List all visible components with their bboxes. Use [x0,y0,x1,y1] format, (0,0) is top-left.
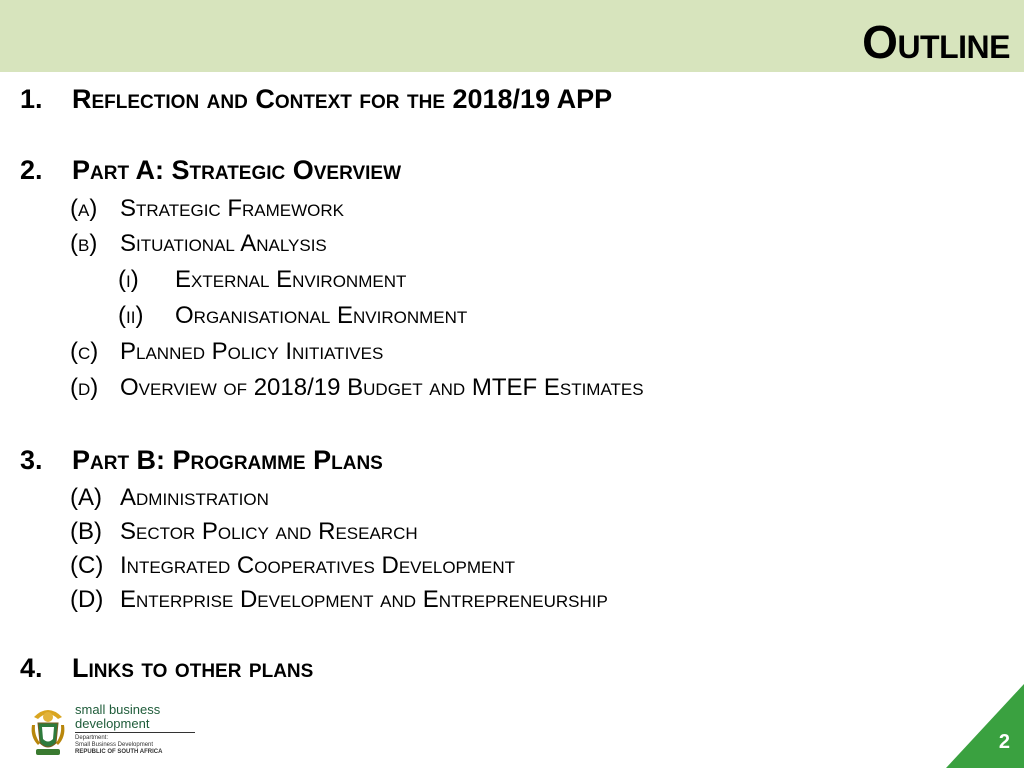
item-label: (b) [70,230,98,257]
item-text: Integrated Cooperatives Development [120,552,516,579]
item-label: (d) [70,374,99,401]
item-label: (B) [70,518,102,545]
page-number: 2 [998,731,1010,753]
section-title: Part A: Strategic Overview [72,155,402,185]
section-number: 2. [20,155,43,185]
section-number: 4. [20,653,43,683]
outline-item-A [70,484,269,512]
section-number: 1. [20,84,43,114]
logo-line-4: Small Business Development [75,742,154,748]
outline-section-4 [20,653,313,684]
item-label: (c) [70,338,99,365]
section-title: Part B: Programme Plans [72,445,383,475]
section-number: 3. [20,445,43,475]
item-text: Overview of 2018/19 Budget and MTEF Estimates [120,374,644,401]
item-label: (ii) [118,302,144,329]
item-text: Enterprise Development and Entrepreneurship [120,586,608,613]
logo-divider [75,732,195,733]
page-corner-triangle [946,684,1024,768]
logo-line-3: Department: [75,735,109,741]
outline-section-1 [20,84,612,115]
outline-item-C [70,552,515,580]
item-text: External Environment [175,266,407,293]
department-logo [28,703,178,763]
outline-section-2 [20,155,401,186]
item-text: Situational Analysis [120,230,327,257]
outline-item-b [70,230,327,258]
item-label: (D) [70,586,104,613]
outline-item-b-i [118,266,406,294]
outline-item-a [70,195,344,223]
outline-item-b-ii [118,302,467,330]
outline-item-d [70,374,644,402]
item-text: Sector Policy and Research [120,518,418,545]
outline-section-3 [20,445,383,476]
item-text: Strategic Framework [120,195,345,222]
section-title: Reflection and Context for the 2018/19 APP [72,84,613,114]
item-label: (A) [70,484,102,511]
outline-item-B [70,518,418,546]
logo-line-5: REPUBLIC OF SOUTH AFRICA [75,749,163,755]
item-label: (C) [70,552,104,579]
section-title: Links to other plans [72,653,314,683]
outline-item-c [70,338,383,366]
slide-title: Outline [862,16,1010,68]
item-label: (i) [118,266,139,293]
coat-of-arms-icon [28,703,68,761]
logo-line-2: development [75,716,150,731]
outline-item-D [70,586,608,614]
item-text: Organisational Environment [175,302,468,329]
logo-line-1: small business [75,702,161,717]
item-label: (a) [70,195,98,222]
item-text: Planned Policy Initiatives [120,338,384,365]
item-text: Administration [120,484,269,511]
